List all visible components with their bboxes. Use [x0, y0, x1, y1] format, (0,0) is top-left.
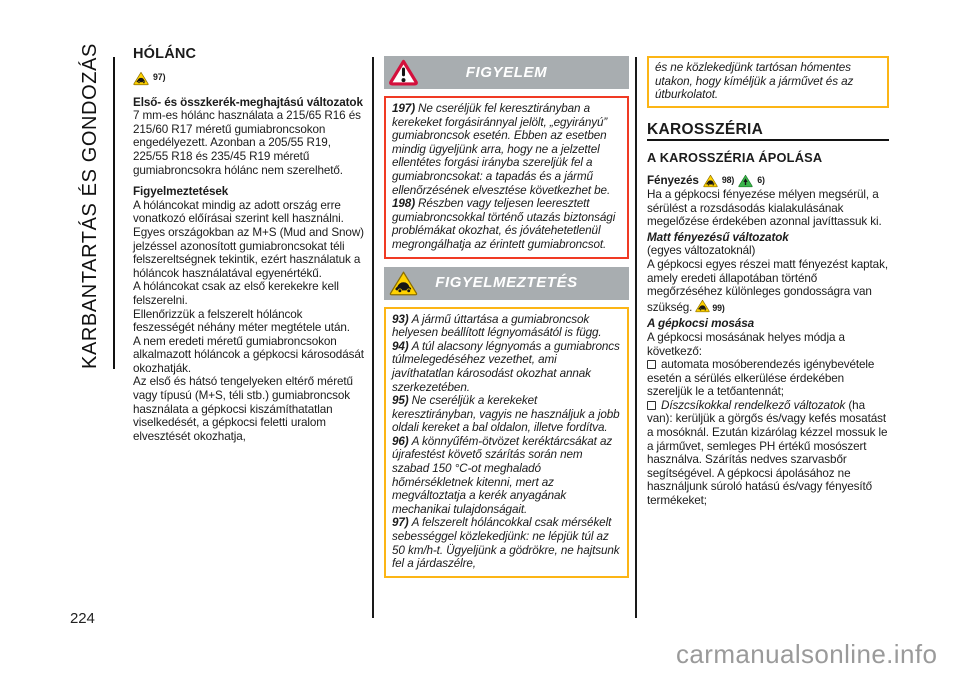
paragraph: A hóláncokat csak az első kerekekre kell felszerelni.: [133, 280, 339, 307]
paragraph: Ha a gépkocsi fényezése mélyen megsérül, a sérülést a rozsdásodás kialakulásának megelőzése érdekében azonnal javíttassuk ki.: [647, 187, 882, 229]
caution-car-triangle-icon: [703, 174, 718, 188]
reference-number: 97): [153, 72, 166, 83]
caution-item: [392, 516, 621, 570]
caution-item-number: 95): [392, 394, 409, 408]
section-reference-row: [133, 71, 364, 86]
warning-item-number: 197): [392, 102, 415, 115]
caution-item: [392, 313, 621, 340]
paragraph: 7 mm-es hólánc használata a 215/65 R16 és 215/60 R17 méretű gumiabroncsokon engedélyezett. Azonban a 205/55 R19, 225/55 R18 és 235/45 R19 méretű gumiabroncsokra hólánc nem szerelhető.: [133, 109, 361, 177]
caution-item: [392, 340, 621, 394]
caution-item: [392, 394, 621, 435]
caution-banner: [384, 267, 629, 300]
caution-continued-box: és ne közlekedjünk tartósan hómentes utakon, hogy kíméljük a járművet és az útburkolatot.: [647, 56, 889, 108]
page-number: 224: [70, 610, 95, 627]
paragraph: Az első és hátsó tengelyeken eltérő méretű vagy típusú (M+S, téli stb.) gumiabroncsok használata a gépkocsi kiszámíthatatlan viselkedését, a gépkocsi feletti uralom elvesztését okozhatja,: [133, 375, 353, 443]
warning-item: [392, 197, 621, 251]
paragraph: [647, 258, 889, 315]
eco-triangle-icon: [738, 174, 753, 188]
paint-label: Fényezés: [647, 174, 699, 188]
column-bodywork: [647, 56, 889, 508]
square-bullet-icon: [647, 360, 656, 369]
subheading-car-wash: A gépkocsi mosása: [647, 317, 754, 331]
section-title-holanc: HÓLÁNC: [133, 46, 197, 62]
subsection-title-apolas: A KAROSSZÉRIA ÁPOLÁSA: [647, 150, 823, 166]
warning-item: [392, 102, 621, 197]
caution-item-text: A túl alacsony légnyomás a gumiabroncs túlmelegedéséhez vezethet, ami javíthatatlan károsodást okozhat annak szerkezetében.: [392, 339, 620, 394]
caution-item-text: A könnyűfém-ötvözet keréktárcsákat az újrafestést követő szárítás során nem szabad 150 °C-ot meghaladó hőmérsékletnek kitenni, mert az megváltoztatja a kerék anyagának mechanikai tulajdonságait.: [392, 434, 613, 516]
section-title-karosszeria: KAROSSZÉRIA: [647, 123, 889, 142]
paragraph: (egyes változatoknál): [647, 244, 756, 258]
sidebar-rule: [113, 57, 115, 369]
paragraph: A nem eredeti méretű gumiabroncsokon alkalmazott hóláncok a gépkocsi károsodását okozhatják.: [133, 334, 364, 375]
caution-item-text: A felszerelt hóláncokkal csak mérsékelt sebességgel közlekedjünk: ne lépjük túl az 50 km/h-t. Ügyeljünk a gödrökre, ne hajtsunk fel a járdaszélre,: [392, 516, 620, 571]
column-warnings: [384, 56, 629, 578]
subheading-drive-variants: Első- és összkerék-meghajtású változatok: [133, 95, 363, 109]
reference-number: 98): [721, 175, 735, 186]
bullet-item: [647, 399, 889, 508]
bullet-text-italic: Díszcsíkokkal rendelkező változatok: [661, 398, 846, 412]
paragraph: A gépkocsi mosásának helyes módja a következő:: [647, 330, 845, 358]
watermark: carmanualsonline.info: [676, 639, 938, 669]
warning-banner-label: FIGYELEM: [465, 63, 548, 81]
bullet-text: automata mosóberendezés igénybevétele esetén a sérülés elkerülése érdekében szereljük le a tetőantennát;: [647, 358, 875, 399]
paragraph: A hóláncokat mindig az adott ország erre vonatkozó előírásai szerint kell használni. Egyes országokban az M+S (Mud and Snow) jelzéssel azonosított gumiabroncsokat téli felszereltségnek tekintik, ezért használatuk a hóláncok használatával egyenértékű.: [133, 198, 364, 280]
column-divider: [372, 57, 374, 618]
caution-item-text: A jármű úttartása a gumiabroncsok helyesen beállított légnyomásától is függ.: [392, 312, 602, 340]
paint-heading-row: [647, 174, 889, 188]
subheading-matt-paint: Matt fényezésű változatok: [647, 230, 789, 244]
warning-item-text: Ne cseréljük fel keresztirányban a kerekeket forgásiránnyal jelölt, „egyirányú” gumiabroncsok esetén. Ebben az esetben mindig ügyeljünk arra, hogy ne a jelzettel ellentétes forgási irányba szereljük fel a gumiabroncsokat: a tapadás és a jármű ellenőrzésének elvesztése következhet be.: [392, 102, 611, 197]
caution-item-number: 94): [392, 339, 409, 353]
caution-box: [384, 307, 629, 578]
column-divider: [635, 57, 637, 618]
caution-car-triangle-icon: [389, 270, 418, 297]
warning-banner: [384, 56, 629, 89]
bullet-text: (ha van): kerüljük a görgős és/vagy kefés mosatást a mosóknál. Ezután kizárólag kézzel mossuk le a járművet, semleges PH értékű mosószert használva. Szárítás nedves szarvasbőr segítségével. A gépkocsi ápolásához ne használjunk súroló hatású és/vagy fényesítő termékeket;: [647, 398, 888, 508]
caution-item-number: 97): [392, 516, 409, 530]
warning-box: [384, 96, 629, 259]
reference-number: 6): [757, 175, 765, 186]
caution-item-number: 93): [392, 312, 409, 326]
caution-banner-label: FIGYELMEZTETÉS: [435, 274, 578, 292]
caution-item: [392, 435, 621, 517]
reference-number: 99): [712, 302, 725, 313]
column-snow-chains: [133, 48, 364, 443]
bullet-item: [647, 358, 889, 399]
caution-car-triangle-icon: [695, 299, 710, 313]
caution-item-text: Ne cseréljük a kerekeket keresztirányban, vagyis ne használjuk a jobb oldali kereket a bal oldalon, illetve fordítva.: [392, 394, 620, 435]
square-bullet-icon: [647, 401, 656, 410]
warning-item-number: 198): [392, 197, 415, 211]
caution-car-triangle-icon: [133, 71, 149, 86]
subheading-warnings: Figyelmeztetések: [133, 185, 229, 199]
paragraph-text: A gépkocsi egyes részei matt fényezést kaptak, amely eredeti állapotában történő megőrzéséhez különleges gondosságra van szükség.: [647, 257, 888, 314]
sidebar-chapter-title: KARBANTARTÁS ÉS GONDOZÁS: [79, 43, 101, 369]
warning-item-text: Részben vagy teljesen leeresztett gumiabroncsokkal történő utazás biztonsági problémákat okozhat, és jóvátehetetlenül megrongálhatja az érintett gumiabroncsot.: [392, 197, 616, 251]
warning-exclamation-triangle-icon: [389, 59, 418, 86]
caution-item-number: 96): [392, 434, 409, 448]
paragraph: Ellenőrizzük a felszerelt hóláncok feszességét néhány méter megtétele után.: [133, 307, 350, 335]
